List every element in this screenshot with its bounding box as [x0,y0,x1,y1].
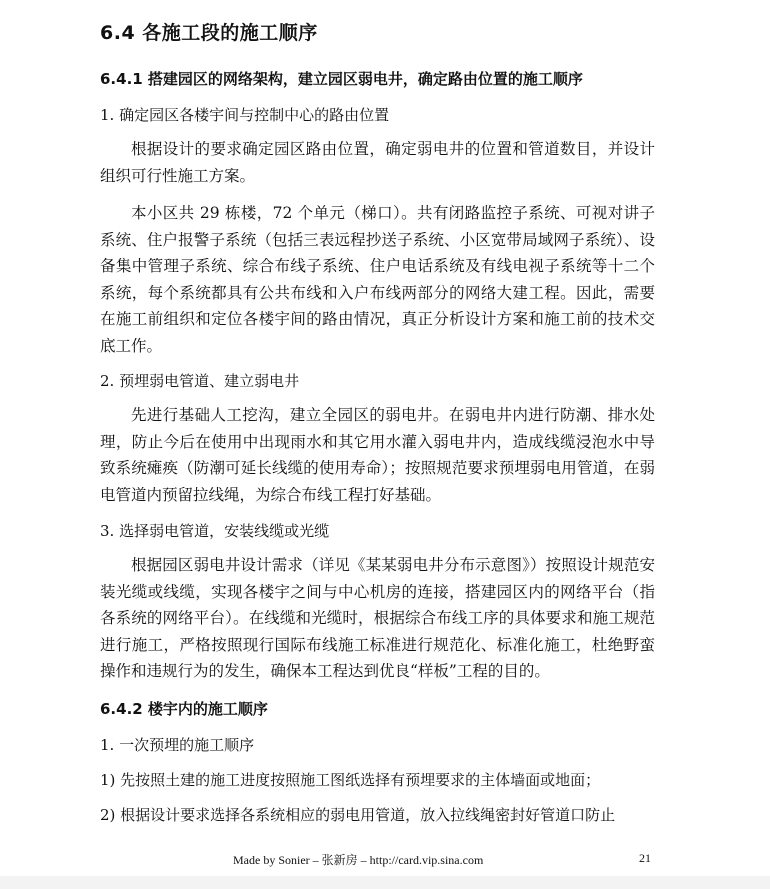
item-3-heading: 3. 选择弱电管道，安装线缆或光缆 [100,522,330,540]
sub2-heading: 1. 一次预埋的施工顺序 [100,736,255,754]
page-bottom-edge [0,876,770,889]
sub2-step-1: 1) 先按照土建的施工进度按照施工图纸选择有预埋要求的主体墙面或地面； [100,771,601,789]
item-2-paragraph-1: 先进行基础人工挖沟，建立全园区的弱电井。在弱电井内进行防潮、排水处理，防止今后在使用中出现雨水和其它用水灌入弱电井内，造成线缆浸泡水中导致系统瘫痪（防潮可延长线缆的使用寿命）；按照规范要求预埋弱电用管道，在弱电管道内预留拉线绳，为综合布线工程打好基础。 [100,406,655,504]
section-title: 6.4 各施工段的施工顺序 [100,22,318,44]
subsection-title-6-4-1: 6.4.1 搭建园区的网络架构，建立园区弱电井，确定路由位置的施工顺序 [100,70,583,88]
page-number: 21 [639,851,651,865]
item-2-heading: 2. 预埋弱电管道、建立弱电井 [100,372,300,390]
item-1-paragraph-1: 根据设计的要求确定园区路由位置，确定弱电井的位置和管道数目，并设计组织可行性施工方案。 [100,140,655,185]
item-1-heading: 1. 确定园区各楼宇间与控制中心的路由位置 [100,106,390,124]
subsection-title-6-4-2: 6.4.2 楼宇内的施工顺序 [100,700,268,718]
item-3-paragraph-1: 根据园区弱电井设计需求（详见《某某弱电井分布示意图》）按照设计规范安装光缆或线缆，实现各楼宇之间与中心机房的连接，搭建园区内的网络平台（指各系统的网络平台）。在线缆和光缆时，根据综合布线工序的具体要求和施工规范进行施工，严格按照现行国际布线施工标准进行规范化、标准化施工，杜绝野蛮操作和违规行为的发生，确保本工程达到优良“样板”工程的目的。 [100,556,655,680]
item-1-paragraph-2: 本小区共 29 栋楼，72 个单元（梯口）。共有闭路监控子系统、可视对讲子系统、住户报警子系统（包括三表远程抄送子系统、小区宽带局域网子系统）、设备集中管理子系统、综合布线子系统、住户电话系统及有线电视子系统等十二个系统，每个系统都具有公共布线和入户布线两部分的网络大建工程。因此，需要在施工前组织和定位各楼宇间的路由情况，真正分析设计方案和施工前的技术交底工作。 [100,204,655,355]
footer-credit: Made by Sonier – 张新房 – http://card.vip.sina.com [233,853,484,867]
sub2-step-2: 2) 根据设计要求选择各系统相应的弱电用管道，放入拉线绳密封好管道口防止 [100,806,616,824]
